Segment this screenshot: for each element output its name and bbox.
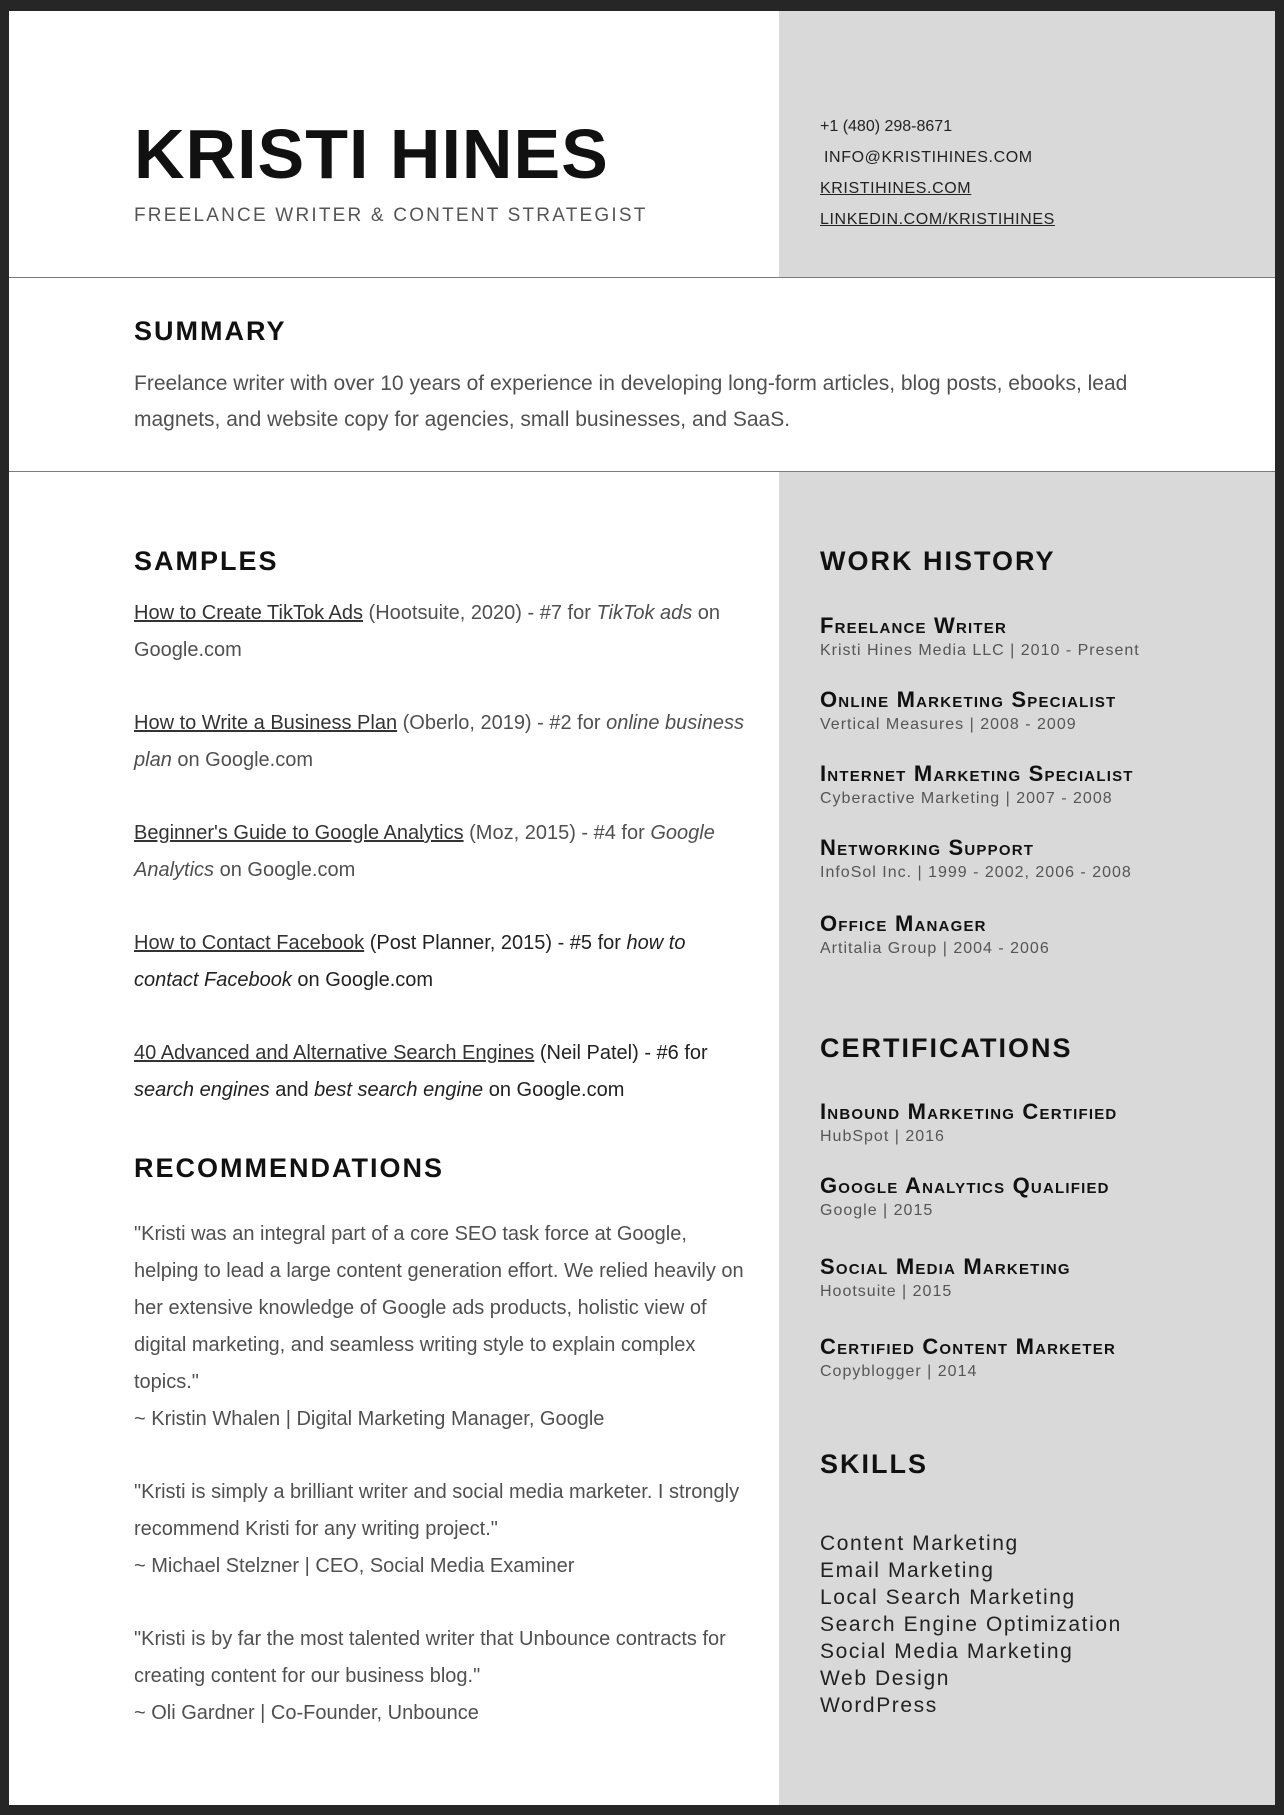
certification-item <box>820 1098 1260 1172</box>
recommendation-item <box>134 1621 744 1732</box>
sample-link[interactable]: How to Write a Business Plan <box>134 712 398 734</box>
samples-heading: SAMPLES <box>134 546 279 576</box>
sample-item: How to Contact Facebook (Post Planner, 2015) - #5 for how to contact Facebook on Google.com <box>134 932 686 991</box>
certification-title: Certified Content Marketer <box>820 1334 1117 1359</box>
job-detail: InfoSol Inc. | 1999 - 2002, 2006 - 2008 <box>820 864 1132 881</box>
sample-link[interactable]: How to Create TikTok Ads <box>134 602 363 624</box>
job-title: Office Manager <box>820 911 987 936</box>
work-item <box>820 686 1260 760</box>
recommendation-author: ~ Michael Stelzner | CEO, Social Media Examiner <box>134 1555 575 1577</box>
skills-heading: SKILLS <box>820 1449 929 1479</box>
contact-email[interactable]: INFO@KRISTIHINES.COM <box>824 149 1033 166</box>
sample-link[interactable]: Beginner's Guide to Google Analytics <box>134 822 464 844</box>
contact-block <box>820 111 1055 235</box>
job-detail: Kristi Hines Media LLC | 2010 - Present <box>820 642 1140 659</box>
skill-item: Local Search Marketing <box>820 1586 1076 1609</box>
certifications-list <box>820 1098 1260 1407</box>
work-history-list <box>820 612 1260 984</box>
certification-detail: HubSpot | 2016 <box>820 1128 945 1145</box>
recommendations-heading: RECOMMENDATIONS <box>134 1153 444 1183</box>
sample-link[interactable]: How to Contact Facebook <box>134 932 365 954</box>
certification-detail: Google | 2015 <box>820 1202 934 1219</box>
work-history-heading: WORK HISTORY <box>820 546 1056 576</box>
job-title: Freelance Writer <box>820 613 1008 638</box>
sample-link[interactable]: 40 Advanced and Alternative Search Engines <box>134 1042 535 1064</box>
candidate-tagline: FREELANCE WRITER & CONTENT STRATEGIST <box>134 205 648 226</box>
certifications-heading: CERTIFICATIONS <box>820 1033 1073 1063</box>
skill-item: Search Engine Optimization <box>820 1613 1122 1636</box>
recommendation-quote: "Kristi is by far the most talented writer that Unbounce contracts for creating content for our business blog." <box>134 1628 726 1687</box>
recommendations-list <box>134 1216 744 1768</box>
candidate-name: KRISTI HINES <box>134 115 609 193</box>
recommendation-author: ~ Oli Gardner | Co-Founder, Unbounce <box>134 1702 479 1724</box>
skill-item: Web Design <box>820 1667 951 1690</box>
sample-item: 40 Advanced and Alternative Search Engines (Neil Patel) - #6 for search engines and best search engine on Google.com <box>134 1042 708 1101</box>
work-item <box>820 760 1260 834</box>
certification-detail: Hootsuite | 2015 <box>820 1283 953 1300</box>
recommendation-quote: "Kristi was an integral part of a core SEO task force at Google, helping to lead a large content generation effort. We relied heavily on her extensive knowledge of Google ads products, holistic view of digital marketing, and seamless writing style to explain complex topics." <box>134 1223 744 1393</box>
skill-item: Email Marketing <box>820 1559 995 1582</box>
samples-list <box>134 595 744 1145</box>
job-title: Networking Support <box>820 835 1035 860</box>
job-detail: Artitalia Group | 2004 - 2006 <box>820 940 1050 957</box>
certification-title: Google Analytics Qualified <box>820 1173 1110 1198</box>
contact-phone: +1 (480) 298-8671 <box>820 118 953 135</box>
work-item <box>820 910 1260 984</box>
summary-heading: SUMMARY <box>134 316 287 346</box>
certification-item <box>820 1172 1260 1253</box>
certification-title: Social Media Marketing <box>820 1254 1071 1279</box>
recommendation-item <box>134 1474 744 1585</box>
sample-item: How to Write a Business Plan (Oberlo, 2019) - #2 for online business plan on Google.com <box>134 712 744 771</box>
recommendation-author: ~ Kristin Whalen | Digital Marketing Manager, Google <box>134 1408 605 1430</box>
sample-item: How to Create TikTok Ads (Hootsuite, 2020) - #7 for TikTok ads on Google.com <box>134 602 721 661</box>
recommendation-quote: "Kristi is simply a brilliant writer and social media marketer. I strongly recommend Kristi for any writing project." <box>134 1481 740 1540</box>
work-item <box>820 612 1260 686</box>
summary-text: Freelance writer with over 10 years of experience in developing long-form articles, blog posts, ebooks, lead magnets, and website copy for agencies, small businesses, and SaaS. <box>134 372 1128 431</box>
contact-linkedin-link[interactable]: LINKEDIN.COM/KRISTIHINES <box>820 211 1055 228</box>
skill-item: Content Marketing <box>820 1532 1019 1555</box>
job-detail: Cyberactive Marketing | 2007 - 2008 <box>820 790 1113 807</box>
recommendation-item <box>134 1216 744 1438</box>
skills-list <box>820 1530 1250 1719</box>
certification-title: Inbound Marketing Certified <box>820 1099 1118 1124</box>
work-item <box>820 834 1260 910</box>
sample-item: Beginner's Guide to Google Analytics (Moz, 2015) - #4 for Google Analytics on Google.com <box>134 822 715 881</box>
skill-item: WordPress <box>820 1694 938 1717</box>
certification-detail: Copyblogger | 2014 <box>820 1363 978 1380</box>
job-title: Internet Marketing Specialist <box>820 761 1134 786</box>
contact-website-link[interactable]: KRISTIHINES.COM <box>820 180 972 197</box>
certification-item <box>820 1253 1260 1333</box>
certification-item <box>820 1333 1260 1407</box>
job-detail: Vertical Measures | 2008 - 2009 <box>820 716 1077 733</box>
resume-page <box>9 11 1275 1805</box>
job-title: Online Marketing Specialist <box>820 687 1117 712</box>
skill-item: Social Media Marketing <box>820 1640 1074 1663</box>
